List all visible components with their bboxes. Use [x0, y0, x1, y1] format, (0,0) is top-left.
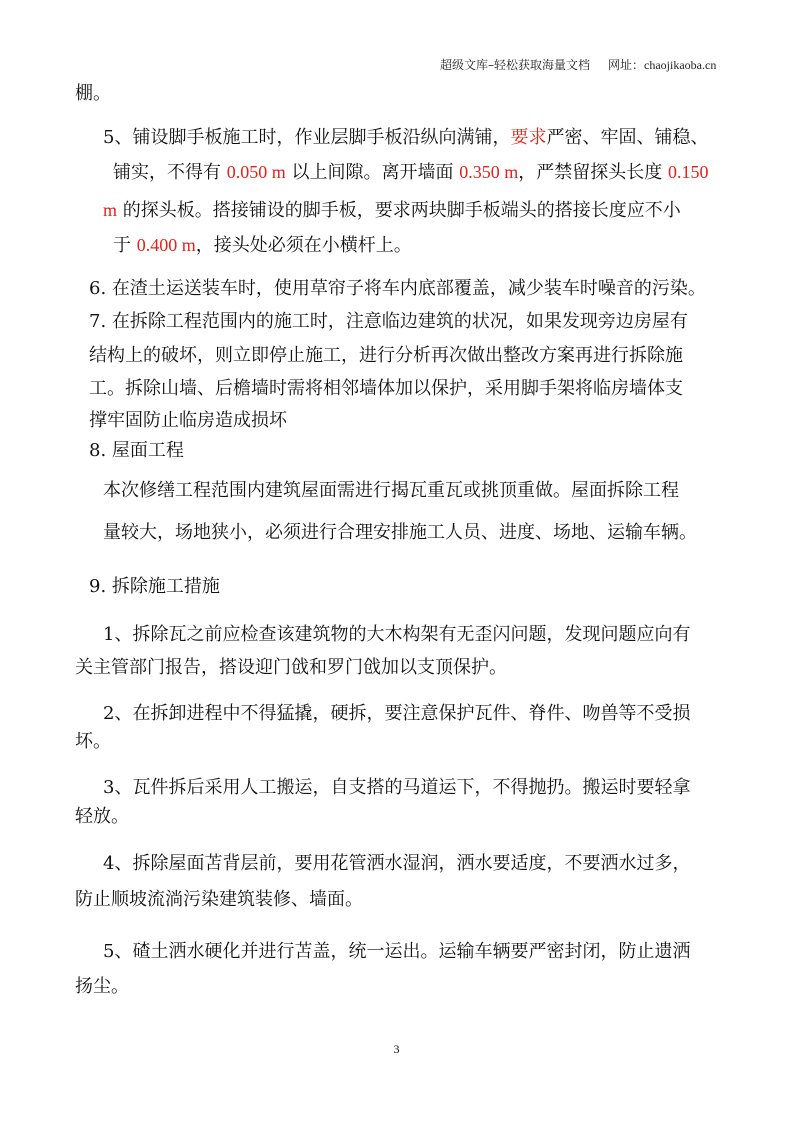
item5-line-2: 铺实，不得有 0.050 m 以上间隙。离开墙面 0.350 m，严禁留探头长度 0.150 [113, 162, 709, 183]
item8-line-2: 量较大，场地狭小，必须进行合理安排施工人员、进度、场地、运输车辆。 [103, 522, 697, 543]
measure-3-line-1: 3、瓦件拆后采用人工搬运，自支搭的马道运下，不得抛扔。搬运时要轻拿 [103, 777, 691, 798]
measure-5-line-2: 扬尘。 [75, 976, 129, 997]
measure-1-line-2: 关主管部门报告，搭设迎门戗和罗门戗加以支顶保护。 [75, 657, 507, 678]
highlight-text: 要求 [510, 127, 547, 148]
section-8-title: 8. 屋面工程 [89, 440, 184, 461]
item7-line-2: 结构上的破坏，则立即停止施工，进行分析再次做出整改方案再进行拆除施 [89, 345, 683, 366]
item7-line-4: 撑牢固防止临房造成损坏 [89, 410, 287, 431]
highlight-value: 0.150 [667, 162, 709, 182]
measure-2-line-2: 坏。 [75, 731, 111, 752]
item6-line: 6. 在渣土运送装车时，使用草帘子将车内底部覆盖，减少装车时噪音的污染。 [89, 278, 706, 299]
highlight-value: m [103, 200, 118, 220]
measure-2-line-1: 2、在拆卸进程中不得猛撬，硬拆，要注意保护瓦件、脊件、吻兽等不受损 [103, 703, 691, 724]
highlight-value: 0.050 m [226, 162, 286, 182]
measure-1-line-1: 1、拆除瓦之前应检查该建筑物的大木构架有无歪闪问题，发现问题应向有 [103, 624, 691, 645]
item8-line-1: 本次修缮工程范围内建筑屋面需进行揭瓦重瓦或挑顶重做。屋面拆除工程 [103, 480, 679, 501]
page-header [440, 56, 716, 73]
measure-4-line-1: 4、拆除屋面苫背层前，要用花管洒水湿润，洒水要适度，不要洒水过多， [103, 853, 691, 874]
item5-line-3: m 的探头板。搭接铺设的脚手板，要求两块脚手板端头的搭接长度应不小 [103, 200, 681, 221]
measure-5-line-1: 5、碴土洒水硬化并进行苫盖，统一运出。运输车辆要严密封闭，防止遗洒 [103, 941, 691, 962]
header-url: 网址：chaojikaoba.cn [608, 58, 717, 72]
paragraph-line: 棚。 [75, 83, 111, 104]
highlight-value: 0.350 m [459, 162, 519, 182]
item5-line-4: 于 0.400 m，接头处必须在小横杆上。 [113, 235, 412, 256]
section-9-title: 9. 拆除施工措施 [89, 576, 220, 597]
measure-3-line-2: 轻放。 [75, 806, 129, 827]
item7-line-3: 工。拆除山墙、后檐墙时需将相邻墙体加以保护，采用脚手架将临房墙体支 [89, 378, 683, 399]
page-number: 3 [393, 1042, 400, 1056]
item7-line-1: 7. 在拆除工程范围内的施工时，注意临边建筑的状况，如果发现旁边房屋有 [89, 311, 688, 332]
item5-line-1: 5、铺设脚手板施工时，作业层脚手板沿纵向满铺，要求严密、牢固、铺稳、 [103, 127, 709, 148]
header-site-name: 超级文库–轻松获取海量文档 [440, 58, 591, 72]
measure-4-line-2: 防止顺坡流淌污染建筑装修、墙面。 [75, 889, 363, 910]
highlight-value: 0.400 m [136, 235, 196, 255]
